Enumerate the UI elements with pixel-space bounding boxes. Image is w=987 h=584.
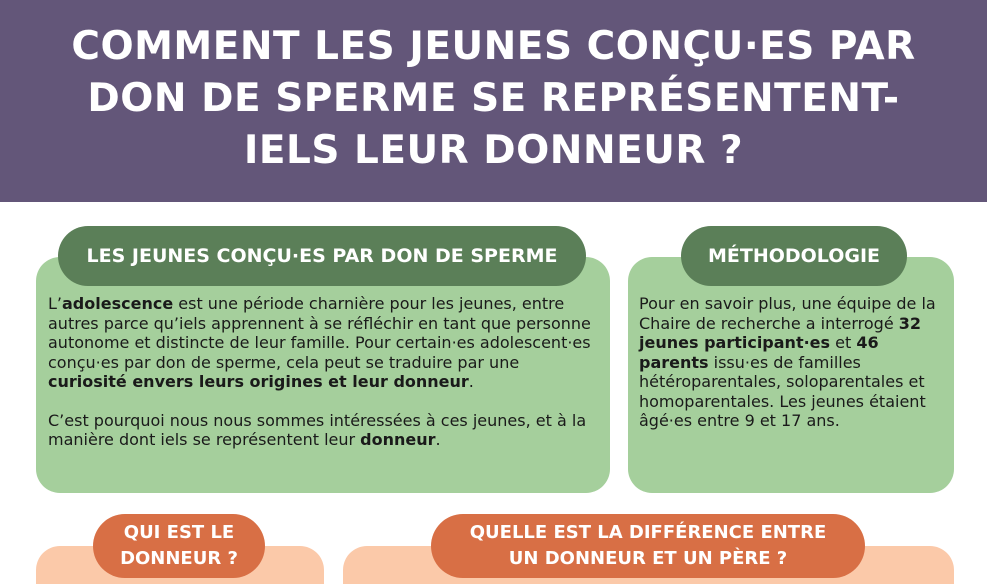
section-difference-heading-line-2: UN DONNEUR ET UN PÈRE ? bbox=[508, 548, 788, 569]
section-jeunes-heading: LES JEUNES CONÇU·ES PAR DON DE SPERME bbox=[58, 226, 586, 286]
section-difference-heading-line-1: QUELLE EST LA DIFFÉRENCE ENTRE bbox=[469, 522, 827, 543]
header-banner bbox=[0, 0, 987, 202]
section-qui-heading-line-2: DONNEUR ? bbox=[120, 548, 238, 569]
page-title: COMMENT LES JEUNES CONÇU·ES PAR DON DE SPERME SE REPRÉSENTENT-IELS LEUR DONNEUR ? bbox=[71, 24, 916, 173]
section-methodologie-heading: MÉTHODOLOGIE bbox=[681, 226, 907, 286]
section-qui-heading-line-1: QUI EST LE bbox=[123, 522, 235, 543]
section-qui-heading bbox=[93, 514, 265, 578]
section-methodologie-text bbox=[639, 294, 945, 431]
section-methodologie-paragraph: Pour en savoir plus, une équipe de la Chaire de recherche a interrogé 32 jeunes participant·es et 46 parents issu·es de familles hétéroparentales, soloparentales et homoparentales. Les jeunes étaient âgé·es entre 9 et 17 ans. bbox=[639, 294, 936, 430]
section-jeunes-paragraph-1: L’adolescence est une période charnière pour les jeunes, entre autres parce qu’iels apprennent à se réfléchir en tant que personne autonome et distincte de leur famille. Pour certain·es adolescent·es conçu·es par don de sperme, cela peut se traduire par une curiosité envers leurs origines et leur donneur. bbox=[48, 294, 591, 391]
section-jeunes-paragraph-2: C’est pourquoi nous nous sommes intéressées à ces jeunes, et à la manière dont iels se représentent leur donneur. bbox=[48, 410, 587, 449]
section-difference-heading bbox=[431, 514, 865, 578]
section-jeunes-text bbox=[48, 294, 600, 450]
